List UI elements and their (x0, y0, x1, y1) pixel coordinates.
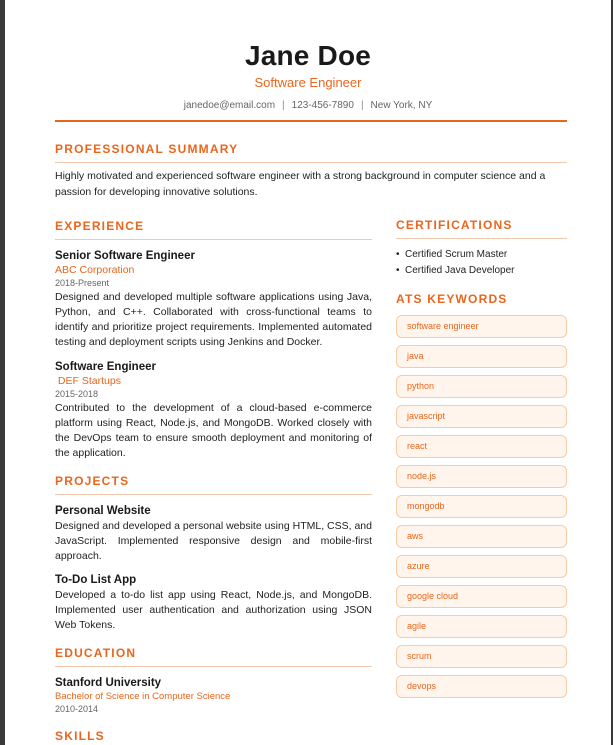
keyword-chip: software engineer (396, 315, 567, 338)
project-title: To-Do List App (55, 574, 137, 586)
keyword-chip: python (396, 375, 567, 398)
keyword-chip: mongodb (396, 495, 567, 518)
summary-text: Highly motivated and experienced software engineer with a strong background in computer science and a passion for developing innovative solutions. (55, 170, 546, 198)
project-description: Designed and developed a personal website using HTML, CSS, and JavaScript. Implemented responsive design and mobile-first approach. (55, 520, 372, 562)
contact-email[interactable]: janedoe@email.com (183, 100, 276, 111)
keyword-chip: azure (396, 555, 567, 578)
keyword-chip: javascript (396, 405, 567, 428)
keyword-chip: java (396, 345, 567, 368)
project-item (55, 573, 372, 633)
contact-line (5, 99, 611, 113)
school-name: Stanford University (55, 677, 162, 689)
keyword-chip: aws (396, 525, 567, 548)
main-column (55, 219, 372, 745)
experience-section (55, 219, 372, 461)
experience-item (55, 360, 372, 461)
section-heading: PROFESSIONAL SUMMARY (55, 142, 239, 156)
section-heading: EXPERIENCE (55, 219, 145, 233)
job-description: Designed and developed multiple software applications using Java, Python, and C++. Collaborated with cross-functional teams to identify and prioritize project requirements. Implemented automated testing and deployment scripts using Jenkins and Docker. (55, 291, 372, 348)
education-section (55, 646, 372, 715)
header-divider (55, 120, 567, 122)
project-title: Personal Website (55, 505, 151, 517)
contact-separator: | (282, 100, 285, 111)
job-description: Contributed to the development of a cloud-based e-commerce platform using React, Node.js, and MongoDB. Worked closely with the DevOps team to ensure smooth deployment and monitoring of the application. (55, 402, 372, 459)
contact-separator: | (360, 100, 364, 111)
education-dates: 2010-2014 (55, 704, 99, 714)
certification-item: • Certified Java Developer (396, 263, 567, 279)
section-heading: EDUCATION (55, 646, 137, 660)
project-description: Developed a to-do list app using React, Node.js, and MongoDB. Implemented user authentication and authorization using JSON Web Tokens. (55, 589, 372, 631)
certification-item: • Certified Scrum Master (396, 247, 567, 263)
keywords-section (396, 292, 567, 698)
certifications-section (396, 218, 567, 279)
keyword-chip: google cloud (396, 585, 567, 608)
resume-page (5, 0, 611, 745)
section-heading: ATS KEYWORDS (396, 292, 508, 306)
job-title: Software Engineer (55, 361, 156, 373)
project-item (55, 504, 372, 564)
resume-header (5, 0, 611, 113)
keyword-chip: devops (396, 675, 567, 698)
section-divider (55, 162, 567, 163)
candidate-name: Jane Doe (244, 40, 372, 71)
keyword-chip: node.js (396, 465, 567, 488)
section-divider (55, 666, 372, 667)
projects-section (55, 474, 372, 633)
company-name: ABC Corporation (55, 264, 135, 276)
sidebar-column (396, 218, 567, 698)
experience-item (55, 249, 372, 350)
section-heading: PROJECTS (55, 474, 130, 488)
education-item (55, 676, 372, 715)
keyword-chip: react (396, 435, 567, 458)
candidate-title: Software Engineer (254, 75, 362, 90)
summary-section (55, 142, 567, 200)
section-heading: CERTIFICATIONS (396, 218, 513, 232)
skills-section (55, 729, 372, 745)
section-divider (55, 239, 372, 240)
job-dates: 2018-Present (55, 278, 110, 288)
job-title: Senior Software Engineer (55, 250, 195, 262)
degree-name: Bachelor of Science in Computer Science (55, 691, 231, 702)
job-dates: 2015-2018 (55, 389, 99, 399)
section-heading: SKILLS (55, 729, 105, 743)
section-divider (55, 494, 372, 495)
contact-phone: 123-456-7890 (291, 100, 354, 111)
keyword-chip: agile (396, 615, 567, 638)
company-name: DEF Startups (55, 375, 121, 387)
certifications-list (396, 247, 567, 279)
contact-location: New York, NY (370, 100, 433, 111)
section-divider (396, 238, 567, 239)
keyword-chip: scrum (396, 645, 567, 668)
